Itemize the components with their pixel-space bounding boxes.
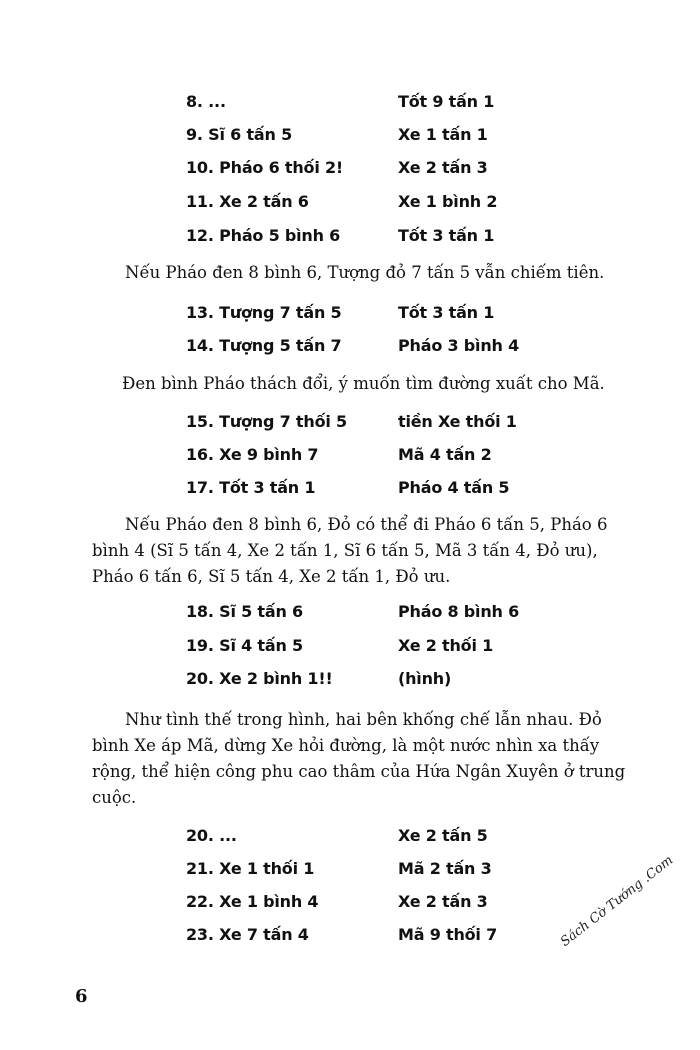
paragraph-line: cuộc. [92, 788, 137, 807]
move-row [186, 669, 586, 699]
black-move: Xe 2 tấn 5 [398, 826, 488, 845]
commentary-paragraph [92, 260, 632, 286]
red-move: 20. Xe 2 bình 1!! [186, 669, 333, 688]
move-row [186, 192, 586, 222]
move-row [186, 602, 586, 632]
page-number: 6 [75, 986, 88, 1007]
black-move: Pháo 4 tấn 5 [398, 478, 510, 497]
move-row [186, 892, 586, 922]
red-move: 18. Sĩ 5 tấn 6 [186, 602, 303, 621]
paragraph-line: Đen bình Pháo thách đổi, ý muốn tìm đường xuất cho Mã. [122, 374, 605, 393]
red-move: 13. Tượng 7 tấn 5 [186, 303, 342, 322]
black-move: Xe 2 tấn 3 [398, 892, 488, 911]
move-row [186, 92, 586, 122]
red-move: 20. ... [186, 826, 237, 845]
move-row [186, 226, 586, 256]
black-move: Tốt 3 tấn 1 [398, 226, 495, 245]
black-move: Tốt 3 tấn 1 [398, 303, 495, 322]
watermark: Sách Cờ Tướng .Com [558, 852, 677, 950]
paragraph-line: bình Xe áp Mã, dừng Xe hỏi đường, là một nước nhìn xa thấy [92, 736, 600, 755]
black-move: tiền Xe thối 1 [398, 412, 517, 431]
black-move: Xe 2 thối 1 [398, 636, 494, 655]
black-move: (hình) [398, 669, 452, 688]
black-move: Tốt 9 tấn 1 [398, 92, 495, 111]
paragraph-line: Pháo 6 tấn 6, Sĩ 5 tấn 4, Xe 2 tấn 1, Đỏ ưu. [92, 567, 451, 586]
move-row [186, 158, 586, 188]
move-row [186, 125, 586, 155]
red-move: 21. Xe 1 thối 1 [186, 859, 315, 878]
red-move: 23. Xe 7 tấn 4 [186, 925, 309, 944]
black-move: Mã 9 thối 7 [398, 925, 498, 944]
move-row [186, 925, 586, 955]
red-move: 8. ... [186, 92, 226, 111]
paragraph-line: bình 4 (Sĩ 5 tấn 4, Xe 2 tấn 1, Sĩ 6 tấn 5, Mã 3 tấn 4, Đỏ ưu), [92, 541, 598, 560]
paragraph-line: rộng, thể hiện công phu cao thâm của Hứa Ngân Xuyên ở trung [92, 762, 626, 781]
red-move: 15. Tượng 7 thối 5 [186, 412, 347, 431]
black-move: Xe 2 tấn 3 [398, 158, 488, 177]
black-move: Pháo 3 bình 4 [398, 336, 520, 355]
black-move: Pháo 8 bình 6 [398, 602, 520, 621]
move-row [186, 636, 586, 666]
black-move: Mã 4 tấn 2 [398, 445, 492, 464]
commentary-paragraph [92, 707, 632, 811]
black-move: Xe 1 tấn 1 [398, 125, 488, 144]
red-move: 11. Xe 2 tấn 6 [186, 192, 309, 211]
red-move: 22. Xe 1 bình 4 [186, 892, 319, 911]
red-move: 9. Sĩ 6 tấn 5 [186, 125, 293, 144]
move-row [186, 303, 586, 333]
move-row [186, 412, 586, 442]
black-move: Mã 2 tấn 3 [398, 859, 492, 878]
move-row [186, 336, 586, 366]
black-move: Xe 1 bình 2 [398, 192, 498, 211]
commentary-paragraph [92, 512, 632, 590]
red-move: 14. Tượng 5 tấn 7 [186, 336, 342, 355]
move-row [186, 445, 586, 475]
red-move: 16. Xe 9 bình 7 [186, 445, 319, 464]
red-move: 10. Pháo 6 thối 2! [186, 158, 344, 177]
paragraph-line: Nếu Pháo đen 8 bình 6, Đỏ có thể đi Pháo 6 tấn 5, Pháo 6 [125, 515, 608, 534]
move-row [186, 826, 586, 856]
red-move: 19. Sĩ 4 tấn 5 [186, 636, 303, 655]
move-row [186, 478, 586, 508]
red-move: 12. Pháo 5 bình 6 [186, 226, 341, 245]
red-move: 17. Tốt 3 tấn 1 [186, 478, 316, 497]
paragraph-line: Như tình thế trong hình, hai bên khống chế lẫn nhau. Đỏ [125, 710, 602, 729]
move-row [186, 859, 586, 889]
commentary-paragraph [92, 371, 632, 397]
paragraph-line: Nếu Pháo đen 8 bình 6, Tượng đỏ 7 tấn 5 vẫn chiếm tiên. [125, 263, 605, 282]
